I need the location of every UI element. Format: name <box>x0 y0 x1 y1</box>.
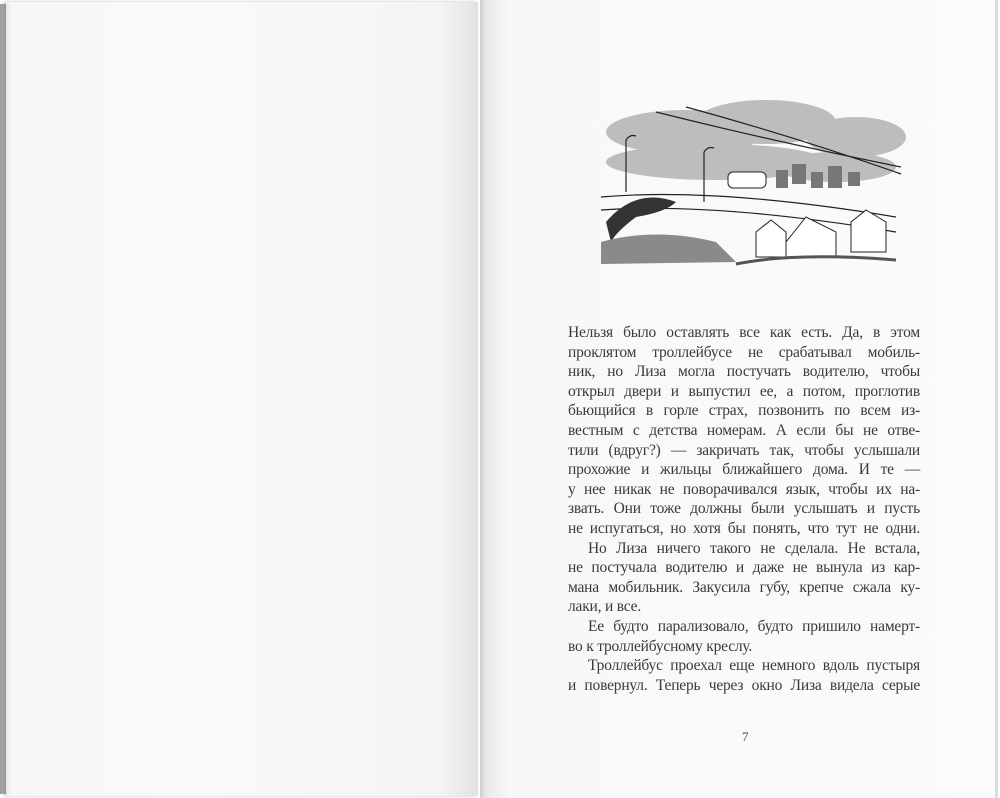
text-line: во к троллейбусному креслу. <box>568 637 753 655</box>
text-line: прохожие и жильцы ближайшего дома. И те — <box>568 461 920 479</box>
text-line: у нее никак не поворачивался язык, чтобы их на- <box>568 480 920 498</box>
body-text <box>568 323 920 695</box>
text-line: Троллейбус проехал еще немного вдоль пустыря <box>588 657 920 675</box>
text-line: не постучала водителю и даже не вынула из кар- <box>568 559 920 577</box>
text-line: мана мобильник. Закусила губу, крепче сжала ку- <box>568 578 920 596</box>
text-line: и повернул. Теперь через окно Лиза видела серые <box>568 676 920 694</box>
text-line: Но Лиза ничего такого не сделала. Не встала, <box>588 539 920 557</box>
text-line: ник, но Лиза могла постучать водителю, чтобы <box>568 363 920 381</box>
text-line: открыл двери и выпустил ее, а потом, проглотив <box>568 382 920 400</box>
text-line: Нельзя было оставлять все как есть. Да, в этом <box>568 324 920 341</box>
text-line: тили (вдруг?) — закричать так, чтобы услышали <box>568 441 920 459</box>
text-line: Ее будто парализовало, будто пришило намерт- <box>588 617 920 635</box>
left-page-blank <box>6 2 478 796</box>
text-line: вестным с детства номерам. А если бы не отве- <box>568 421 920 439</box>
text-line: проклятом троллейбусе не срабатывал мобиль- <box>568 343 920 361</box>
trolleybus-illustration <box>596 92 906 270</box>
page-number: 7 <box>742 729 749 744</box>
text-line: звать. Они тоже должны были услышать и пусть <box>568 500 920 518</box>
text-line: лаки, и все. <box>568 598 642 616</box>
text-line: бьющийся в горле страх, позвонить по всем из- <box>568 402 920 420</box>
text-line: не испугаться, но хотя бы понять, что тут не одни. <box>568 519 920 537</box>
page-edge <box>995 0 998 798</box>
